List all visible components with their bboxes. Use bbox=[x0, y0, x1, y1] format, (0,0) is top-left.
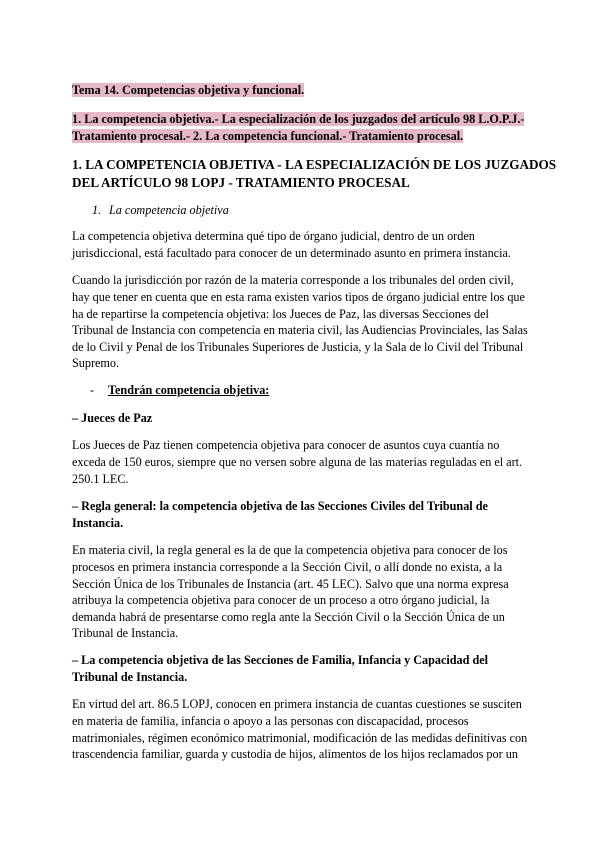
section-heading-line-2: DEL ARTÍCULO 98 LOPJ - TRATAMIENTO PROCESAL bbox=[72, 175, 410, 190]
paragraph-2-line-2: hay que tener en cuenta que en esta rama existen varios tipos de órgano judicial entre los que bbox=[72, 290, 525, 304]
heading-regla-general-line-1: – Regla general: la competencia objetiva de las Secciones Civiles del Tribunal de bbox=[72, 499, 488, 513]
subheading-number: 1. bbox=[92, 203, 102, 217]
paragraph-3-line-1: Los Jueces de Paz tienen competencia objetiva para conocer de asuntos cuya cuantía no bbox=[72, 438, 500, 452]
paragraph-2-line-3: ha de repartirse la competencia objetiva: los Jueces de Paz, las diversas Secciones del bbox=[72, 307, 489, 321]
paragraph-5-line-2: en materia de familia, infancia o apoyo a las personas con discapacidad, procesos bbox=[72, 714, 469, 728]
paragraph-4-line-1: En materia civil, la regla general es la de que la competencia objetiva para conocer de los bbox=[72, 543, 508, 557]
bullet-heading: Tendrán competencia objetiva: bbox=[108, 383, 270, 397]
subheading: La competencia objetiva bbox=[109, 203, 229, 217]
paragraph-4-line-4: atribuya la competencia objetiva para conocer de un proceso a otro órgano judicial, la bbox=[72, 593, 490, 607]
paragraph-2-line-5: de lo Civil y Penal de los Tribunales Superiores de Justicia, y la Sala de lo Civil del Tribunal bbox=[72, 340, 524, 354]
paragraph-5-line-4: trascendencia familiar, guarda y custodia de hijos, alimentos de los hijos reclamados por un bbox=[72, 747, 518, 761]
paragraph-3-line-2: exceda de 150 euros, siempre que no versen sobre alguna de las materias reguladas en el art. bbox=[72, 455, 523, 469]
paragraph-2-line-1: Cuando la jurisdicción por razón de la materia corresponde a los tribunales del orden civil, bbox=[72, 273, 514, 287]
summary-line-1: 1. La competencia objetiva.- La especialización de los juzgados del artículo 98 L.O.P.J.- bbox=[72, 112, 525, 126]
heading-regla-general-line-2: Instancia. bbox=[72, 516, 124, 530]
paragraph-4-line-2: procesos en primera instancia corresponde a la Sección Civil, o allí donde no exista, a la bbox=[72, 560, 503, 574]
paragraph-2-line-4: Tribunal de Instancia con competencia en materia civil, las Audiencias Provinciales, las Salas bbox=[72, 323, 528, 337]
paragraph-2-line-6: Supremo. bbox=[72, 356, 120, 370]
paragraph-4-line-3: Sección Única de los Tribunales de Instancia (art. 45 LEC). Salvo que una norma expresa bbox=[72, 577, 509, 591]
paragraph-1-line-1: La competencia objetiva determina qué tipo de órgano judicial, dentro de un orden bbox=[72, 229, 475, 243]
paragraph-3-line-3: 250.1 LEC. bbox=[72, 472, 129, 486]
paragraph-1-line-2: jurisdiccional, está facultado para conocer de un determinado asunto en primera instancia. bbox=[72, 246, 511, 260]
heading-familia-line-1: – La competencia objetiva de las Secciones de Familia, Infancia y Capacidad del bbox=[72, 653, 489, 667]
paragraph-4-line-6: Tribunal de Instancia. bbox=[72, 626, 179, 640]
section-heading-line-1: 1. LA COMPETENCIA OBJETIVA - LA ESPECIALIZACIÓN DE LOS JUZGADOS bbox=[72, 157, 557, 172]
heading-familia-line-2: Tribunal de Instancia. bbox=[72, 670, 188, 684]
bullet-dash: - bbox=[90, 383, 95, 397]
document-title: Tema 14. Competencias objetiva y funcional. bbox=[72, 83, 305, 97]
paragraph-5-line-1: En virtud del art. 86.5 LOPJ, conocen en primera instancia de cuantas cuestiones se susciten bbox=[72, 697, 522, 711]
summary-line-2: Tratamiento procesal.- 2. La competencia funcional.- Tratamiento procesal. bbox=[72, 129, 464, 143]
paragraph-5-line-3: matrimoniales, régimen económico matrimonial, modificación de las medidas definitivas con bbox=[72, 731, 528, 745]
paragraph-4-line-5: demanda habrá de presentarse como regla ante la Sección Civil o la Sección Única de un bbox=[72, 610, 505, 624]
heading-jueces-de-paz: – Jueces de Paz bbox=[72, 411, 153, 425]
